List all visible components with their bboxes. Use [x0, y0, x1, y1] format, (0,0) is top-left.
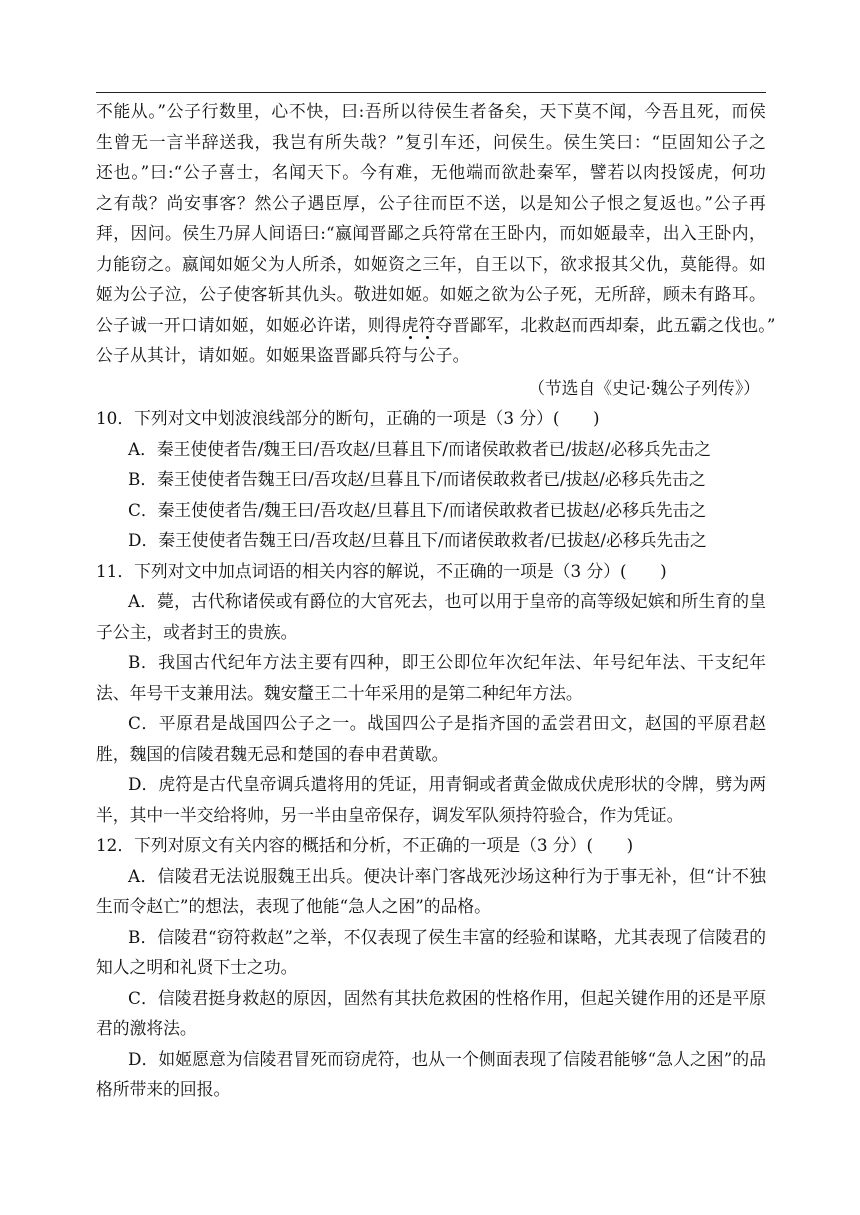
question-11-option-a[interactable]: A．薨，古代称诸侯或有爵位的大官死去，也可以用于皇帝的高等级妃嫔和所生育的皇子公主，或者封王的贵族。 — [96, 591, 766, 642]
content-area — [96, 96, 776, 1105]
question-11-option-d[interactable]: D．虎符是古代皇帝调兵遣将用的凭证，用青铜或者黄金做成伏虎形状的令牌，劈为两半，其中一半交给将帅，另一半由皇帝保存，调发军队须持符验合，作为凭证。 — [96, 774, 766, 825]
question-12-option-c[interactable]: C．信陵君挺身救赵的原因，固然有其扶危救困的性格作用，但起关键作用的还是平原君的激将法。 — [96, 987, 766, 1038]
passage-line: 生曾无一言半辞送我，我岂有所失哉？”复引车还，问侯生。侯生笑曰：“臣固知公子之 — [96, 131, 766, 152]
question-12-option-a[interactable]: A．信陵君无法说服魏王出兵。便决计率门客战死沙场这种行为于事无补，但“计不独生而令赵亡”的想法，表现了他能“急人之困”的品格。 — [96, 865, 766, 916]
passage-source: （节选自《史记·魏公子列传》） — [528, 377, 760, 398]
question-12-stem: 12．下列对原文有关内容的概括和分析，不正确的一项是（3 分）( ) — [96, 835, 634, 855]
question-12-option-b[interactable]: B．信陵君“窃符救赵”之举，不仅表现了侯生丰富的经验和谋略，尤其表现了信陵君的知人之明和礼贤下士之功。 — [96, 926, 766, 977]
question-11-stem: 11．下列对文中加点词语的相关内容的解说，不正确的一项是（3 分）( ) — [96, 560, 667, 581]
question-10-option-a[interactable]: A．秦王使使者告/魏王曰/吾攻赵/旦暮且下/而诸侯敢救者已/拔赵/必移兵先击之 — [128, 438, 712, 459]
question-11-option-b[interactable]: B．我国古代纪年方法主要有四种，即王公即位年次纪年法、年号纪年法、干支纪年法、年号干支兼用法。魏安釐王二十年采用的是第二种纪年方法。 — [96, 652, 766, 703]
passage-line: 拜，因问。侯生乃屏人间语曰:“嬴闻晋鄙之兵符常在王卧内，而如姬最幸，出入王卧内， — [96, 223, 766, 243]
question-10-option-b[interactable]: B．秦王使使者告魏王曰/吾攻赵/旦暮且下/而诸侯敢救者已/拔赵/必移兵先击之 — [128, 469, 706, 489]
question-11-option-c[interactable]: C．平原君是战国四公子之一。战国四公子是指齐国的孟尝君田文，赵国的平原君赵胜，魏国的信陵君魏无忌和楚国的春申君黄歇。 — [96, 713, 766, 764]
classical-passage — [96, 96, 776, 371]
question-12-option-d[interactable]: D．如姬愿意为信陵君冒死而窃虎符，也从一个侧面表现了信陵君能够“急人之困”的品格所带来的回报。 — [96, 1048, 766, 1099]
passage-line: 力能窃之。嬴闻如姬父为人所杀，如姬资之三年，自王以下，欲求报其父仇，莫能得。如 — [96, 253, 766, 274]
passage-line: 公子从其计，请如姬。如姬果盗晋鄙兵符与公子。 — [96, 345, 470, 365]
passage-line-with-dotted-word: 公子诚一开口请如姬，如姬必许诺，则得虎符夺晋鄙军，北救赵而西却秦，此五霸之伐也。” — [96, 314, 776, 335]
passage-line: 还也。”曰:“公子喜士，名闻天下。今有难，无他端而欲赴秦军，譬若以肉投馁虎，何功 — [96, 162, 766, 182]
passage-line: 之有哉？尚安事客？然公子遇臣厚，公子往而臣不送，以是知公子恨之复返也。”公子再 — [96, 192, 766, 213]
passage-line: 不能从。”公子行数里，心不快，曰:吾所以待侯生者备矣，天下莫不闻，今吾且死，而侯 — [96, 101, 766, 121]
question-10-option-d[interactable]: D．秦王使使者告魏王曰/吾攻赵/旦暮且下/而诸侯敢救者/已拔赵/必移兵先击之 — [128, 530, 707, 550]
question-10 — [96, 403, 766, 556]
question-11 — [96, 556, 766, 831]
question-10-option-c[interactable]: C．秦王使使者告/魏王曰/吾攻赵/旦暮且下/而诸侯敢救者已拔赵/必移兵先击之 — [128, 499, 707, 520]
passage-line: 姬为公子泣，公子使客斩其仇头。敬进如姬。如姬之欲为公子死，无所辞，顾未有路耳。 — [96, 284, 766, 304]
emphasis-dot-char: 虎 — [401, 314, 419, 335]
emphasis-dot-char: 符 — [418, 314, 436, 335]
header-rule — [96, 92, 766, 93]
question-12 — [96, 830, 766, 1105]
question-10-stem: 10．下列对文中划波浪线部分的断句，正确的一项是（3 分）( ) — [96, 408, 600, 428]
